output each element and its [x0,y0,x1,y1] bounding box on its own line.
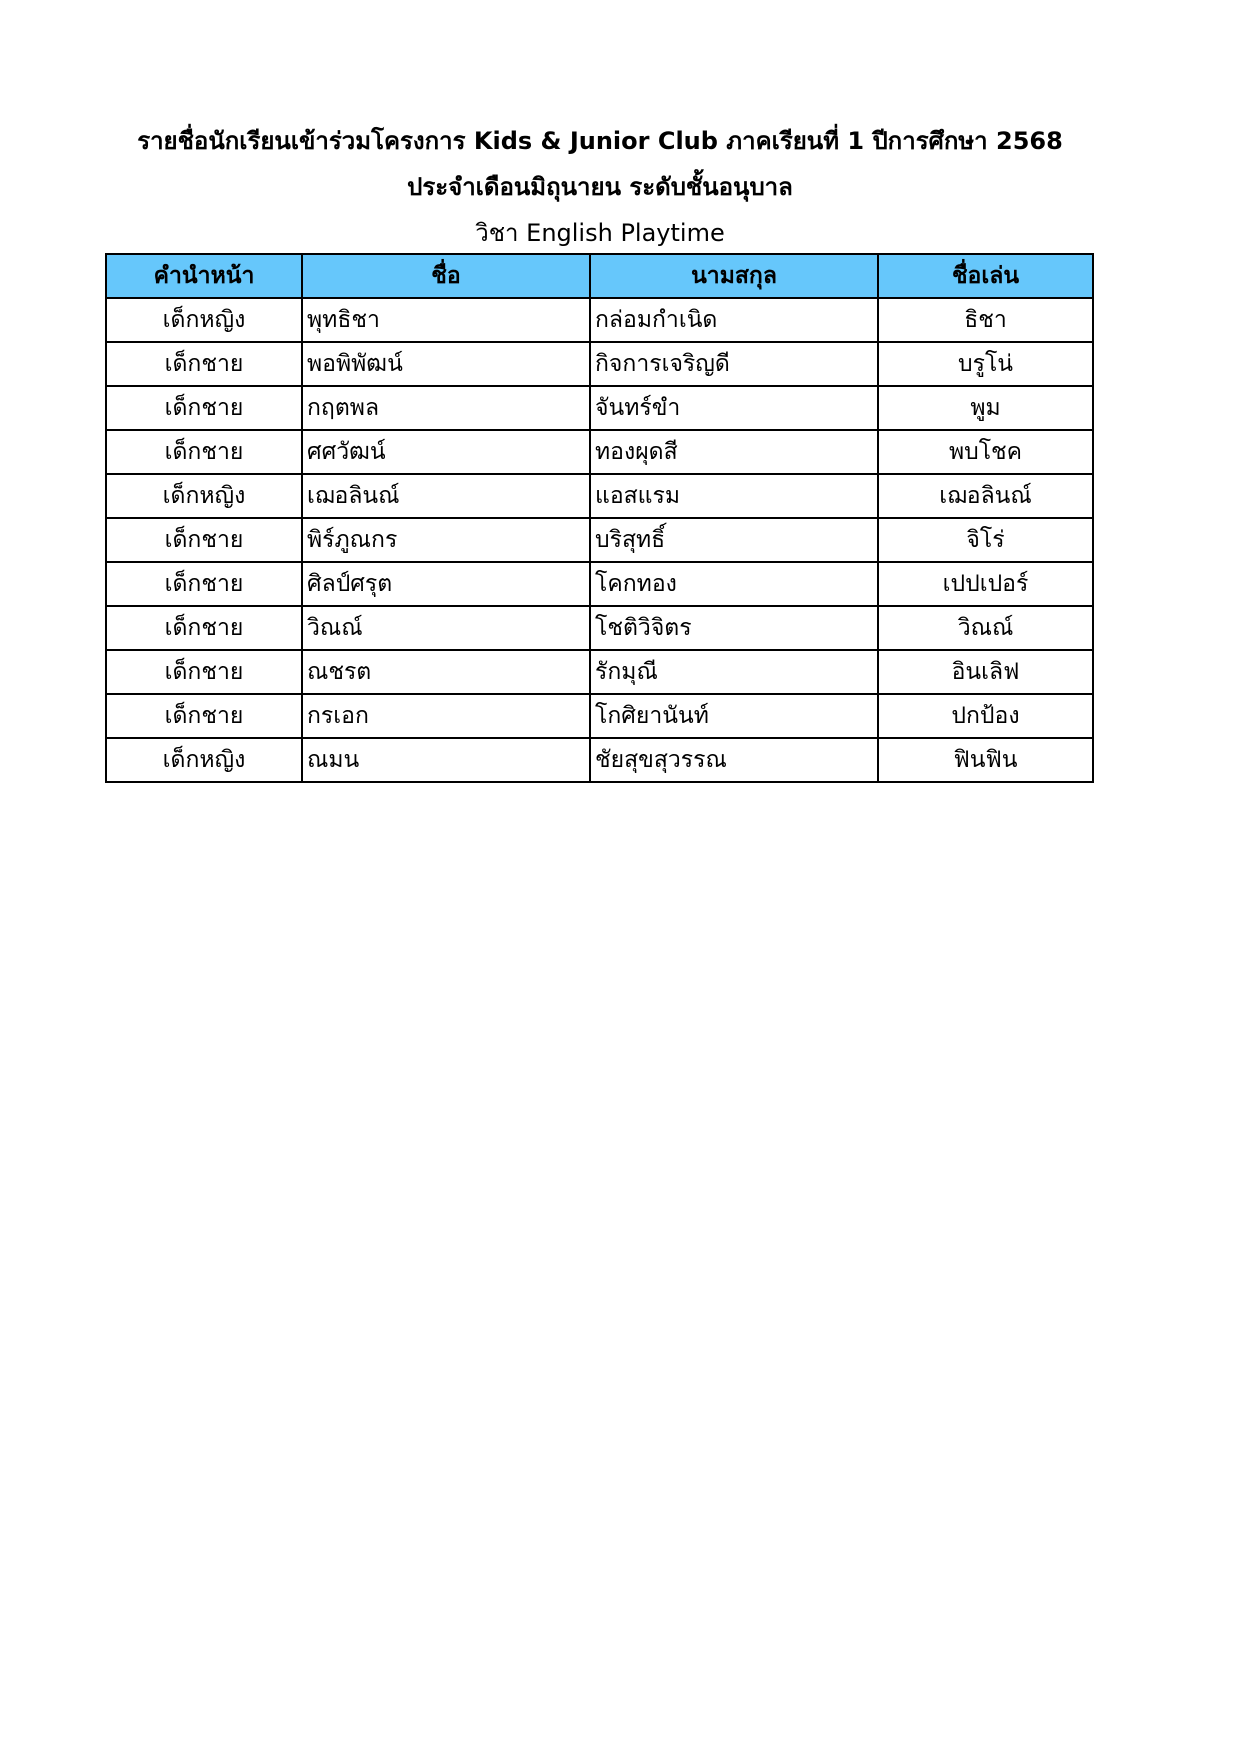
cell-last-name: โคกทอง [590,562,878,606]
table-row [106,518,1093,562]
table-row [106,562,1093,606]
cell-prefix: เด็กชาย [106,562,302,606]
cell-nickname: บรูโน่ [878,342,1093,386]
cell-last-name: กิจการเจริญดี [590,342,878,386]
cell-prefix: เด็กชาย [106,518,302,562]
cell-first-name: พิร์ภูณกร [302,518,590,562]
cell-first-name: วิณณ์ [302,606,590,650]
table-row [106,430,1093,474]
cell-last-name: แอสแรม [590,474,878,518]
title-line-1: รายชื่อนักเรียนเข้าร่วมโครงการ Kids & Junior Club ภาคเรียนที่ 1 ปีการศึกษา 2568 [137,127,1063,155]
cell-first-name: ณมน [302,738,590,782]
table-body [106,298,1093,782]
cell-prefix: เด็กชาย [106,342,302,386]
header-first-name: ชื่อ [302,254,590,298]
cell-nickname: เปปเปอร์ [878,562,1093,606]
cell-first-name: ศิลป์ศรุต [302,562,590,606]
title-line-3: วิชา English Playtime [475,219,725,247]
table-row [106,474,1093,518]
student-roster-table [105,253,1094,783]
table-row [106,650,1093,694]
cell-last-name: โกศิยานันท์ [590,694,878,738]
cell-nickname: พบโชค [878,430,1093,474]
header-prefix: คำนำหน้า [106,254,302,298]
cell-last-name: รักมุณี [590,650,878,694]
cell-prefix: เด็กชาย [106,606,302,650]
cell-prefix: เด็กชาย [106,430,302,474]
cell-last-name: จันทร์ขำ [590,386,878,430]
table-row [106,342,1093,386]
table-row [106,738,1093,782]
cell-prefix: เด็กชาย [106,650,302,694]
title-line-2: ประจำเดือนมิถุนายน ระดับชั้นอนุบาล [407,173,793,201]
table-row [106,298,1093,342]
table-header-row [106,254,1093,298]
cell-prefix: เด็กหญิง [106,474,302,518]
cell-prefix: เด็กหญิง [106,738,302,782]
cell-last-name: บริสุทธิ์ [590,518,878,562]
cell-first-name: กฤตพล [302,386,590,430]
table-row [106,694,1093,738]
cell-last-name: ชัยสุขสุวรรณ [590,738,878,782]
header-last-name: นามสกุล [590,254,878,298]
cell-last-name: กล่อมกำเนิด [590,298,878,342]
cell-prefix: เด็กชาย [106,386,302,430]
cell-nickname: ปกป้อง [878,694,1093,738]
cell-first-name: พอพิพัฒน์ [302,342,590,386]
cell-nickname: ธิชา [878,298,1093,342]
table-row [106,606,1093,650]
cell-nickname: เฌอลินณ์ [878,474,1093,518]
cell-nickname: ฟินฟิน [878,738,1093,782]
cell-nickname: อินเลิฟ [878,650,1093,694]
cell-nickname: พูม [878,386,1093,430]
cell-first-name: พุทธิชา [302,298,590,342]
cell-last-name: โชติวิจิตร [590,606,878,650]
cell-prefix: เด็กหญิง [106,298,302,342]
table-row [106,386,1093,430]
header-nickname: ชื่อเล่น [878,254,1093,298]
cell-prefix: เด็กชาย [106,694,302,738]
cell-nickname: วิณณ์ [878,606,1093,650]
cell-nickname: จิโร่ [878,518,1093,562]
cell-first-name: ศศวัฒน์ [302,430,590,474]
cell-last-name: ทองผุดสี [590,430,878,474]
cell-first-name: ณชรต [302,650,590,694]
document-title [0,118,1200,256]
cell-first-name: เฌอลินณ์ [302,474,590,518]
cell-first-name: กรเอก [302,694,590,738]
